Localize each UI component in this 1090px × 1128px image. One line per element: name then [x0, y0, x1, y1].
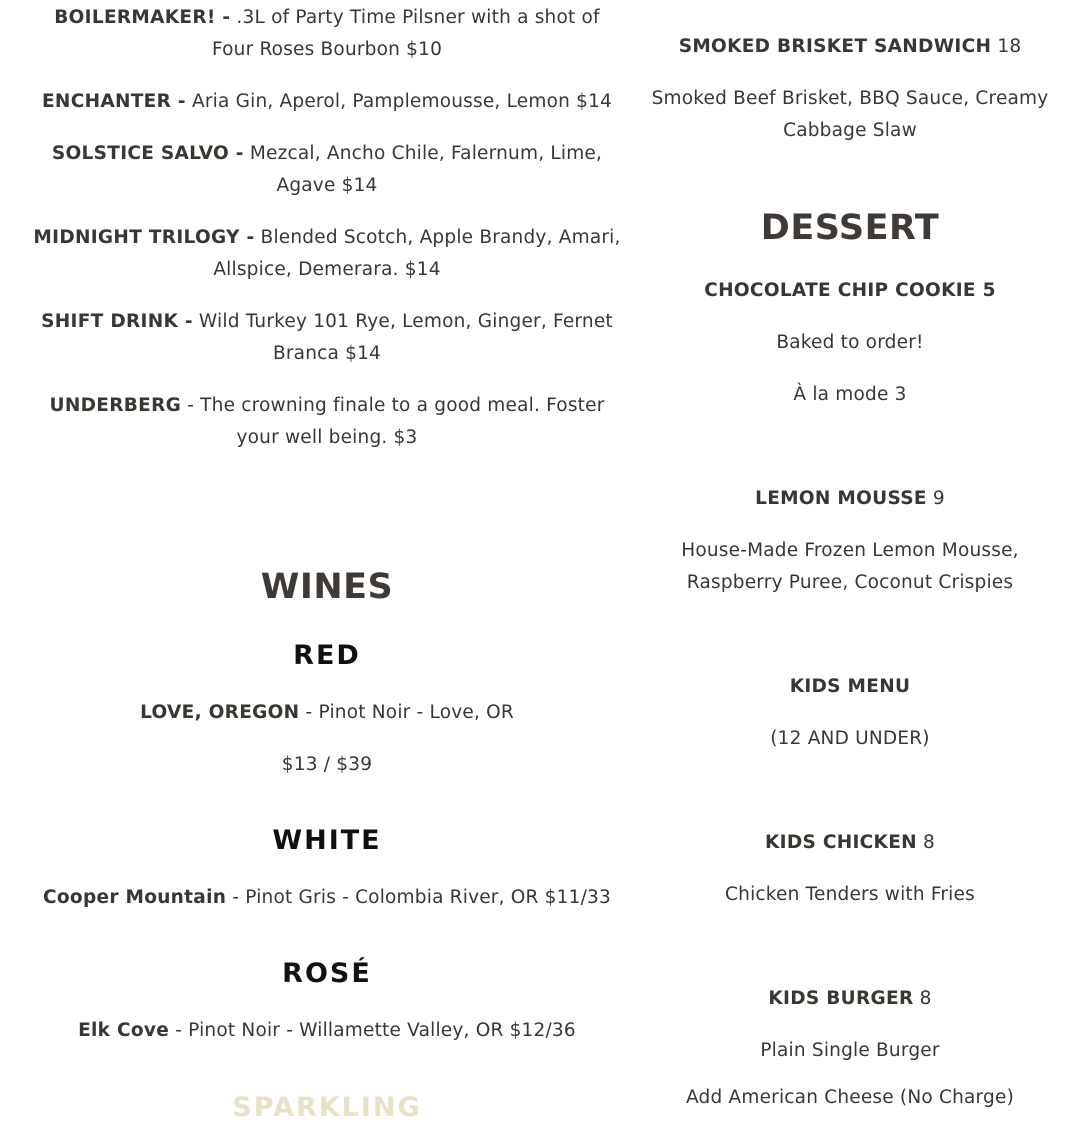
kids-burger-desc: Plain Single Burger — [760, 1040, 940, 1061]
red-heading: RED — [293, 640, 361, 671]
cocktail-midnight-trilogy — [32, 222, 622, 286]
cookie-title — [640, 275, 1060, 307]
item-name: SHIFT DRINK - — [41, 311, 193, 332]
cocktail-enchanter — [32, 86, 622, 118]
rose-heading: ROSÉ — [282, 958, 372, 989]
item-price: 18 — [991, 36, 1022, 57]
item-name: Elk Cove — [78, 1020, 170, 1041]
item-name: UNDERBERG — [49, 395, 182, 416]
section-name: KIDS MENU — [789, 676, 911, 697]
white-heading: WHITE — [272, 825, 382, 856]
item-desc: - The crowning finale to a good meal. Foster your well being. $3 — [181, 395, 605, 448]
kids-chicken-desc: Chicken Tenders with Fries — [725, 884, 975, 905]
item-desc: - Pinot Noir - Willamette Valley, OR $12/36 — [169, 1020, 576, 1041]
brisket-desc: Smoked Beef Brisket, BBQ Sauce, Creamy Cabbage Slaw — [651, 88, 1049, 141]
cocktail-shift-drink — [32, 306, 622, 370]
item-name: MIDNIGHT TRILOGY - — [33, 227, 255, 248]
item-desc: Blended Scotch, Apple Brandy, Amari, Allspice, Demerara. $14 — [213, 227, 621, 280]
item-price: 8 — [913, 988, 932, 1009]
item-name: SMOKED BRISKET SANDWICH — [678, 36, 992, 57]
sparkling-heading-partial: SPARKLING — [232, 1092, 422, 1123]
cocktail-solstice-salvo — [32, 138, 622, 202]
item-desc: - Pinot Gris - Colombia River, OR $11/33 — [226, 887, 611, 908]
cocktail-underberg — [32, 390, 622, 454]
kids-burger — [640, 983, 1060, 1015]
item-name: LOVE, OREGON — [140, 702, 300, 723]
item-name: LEMON MOUSSE — [755, 488, 927, 509]
item-name: ENCHANTER - — [41, 91, 186, 112]
item-price: 9 — [926, 488, 945, 509]
wine-elk-cove — [32, 1015, 622, 1047]
item-price: 8 — [916, 832, 935, 853]
item-desc: - Pinot Noir - Love, OR — [299, 702, 514, 723]
item-name: KIDS CHICKEN — [765, 832, 917, 853]
wines-title: WINES — [260, 567, 394, 607]
wine-love-oregon-price: $13 / $39 — [281, 754, 373, 775]
lemon-mousse-desc: House-Made Frozen Lemon Mousse, Raspberry Puree, Coconut Crispies — [681, 540, 1019, 593]
kids-burger-addon: Add American Cheese (No Charge) — [686, 1087, 1014, 1108]
item-name: BOILERMAKER! - — [54, 7, 231, 28]
cocktail-boilermaker — [32, 2, 622, 66]
wine-cooper-mountain — [32, 882, 622, 914]
item-name: KIDS BURGER — [768, 988, 914, 1009]
kids-menu-sub: (12 AND UNDER) — [770, 728, 930, 749]
kids-menu-title — [640, 671, 1060, 703]
item-name: Cooper Mountain — [43, 887, 227, 908]
item-name: CHOCOLATE CHIP COOKIE 5 — [704, 280, 996, 301]
kids-chicken — [640, 827, 1060, 859]
dessert-title: DESSERT — [760, 208, 940, 248]
item-desc: Wild Turkey 101 Rye, Lemon, Ginger, Fernet Branca $14 — [192, 311, 613, 364]
item-desc: Mezcal, Ancho Chile, Falernum, Lime, Agave $14 — [243, 143, 603, 196]
cookie-desc: Baked to order! — [776, 332, 924, 353]
wine-love-oregon — [32, 697, 622, 729]
lemon-mousse — [640, 483, 1060, 515]
item-name: SOLSTICE SALVO - — [51, 143, 244, 164]
cookie-addon: À la mode 3 — [793, 384, 907, 405]
item-desc: .3L of Party Time Pilsner with a shot of Four Roses Bourbon $10 — [211, 7, 600, 60]
brisket-sandwich — [640, 31, 1060, 63]
item-desc: Aria Gin, Aperol, Pamplemousse, Lemon $14 — [185, 91, 613, 112]
